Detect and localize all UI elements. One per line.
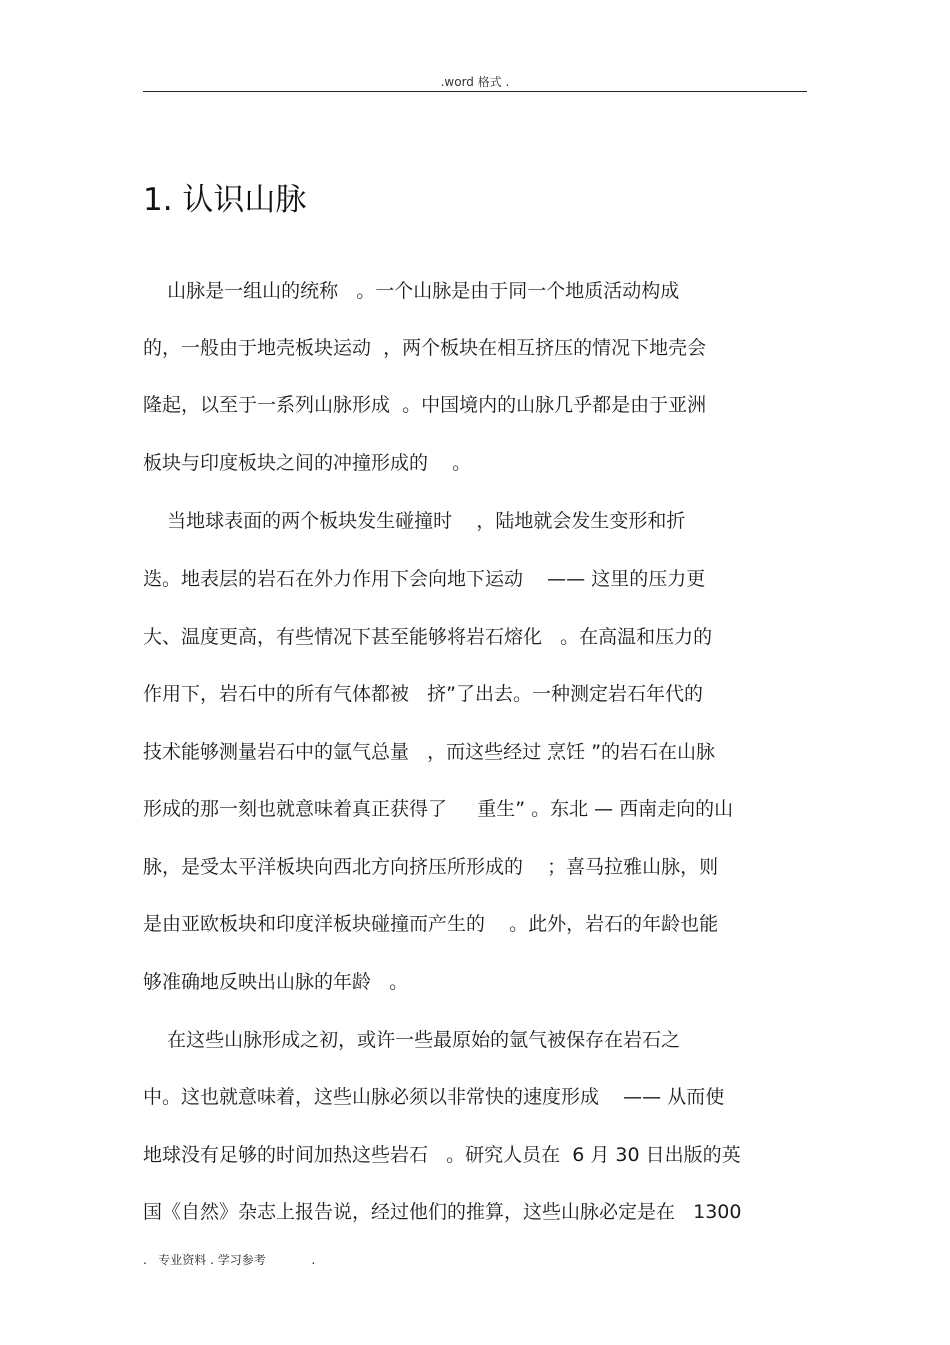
text-line: 大、温度更高，有些情况下甚至能够将岩石熔化 。在高温和压力的 (143, 626, 713, 648)
text-line: 作用下，岩石中的所有气体都被 挤”了出去。一种测定岩石年代的 (143, 683, 703, 705)
text-line: 中。这也就意味着，这些山脉必须以非常快的速度形成 —— 从而使 (143, 1086, 725, 1108)
text-line: 地球没有足够的时间加热这些岩石 。研究人员在 6 月 30 日出版的英 (143, 1144, 741, 1166)
text-line: 脉，是受太平洋板块向西北方向挤压所形成的 ；喜马拉雅山脉，则 (143, 856, 719, 878)
text-line: 板块与印度板块之间的冲撞形成的 。 (143, 452, 472, 474)
text-line: 迭。地表层的岩石在外力作用下会向地下运动 —— 这里的压力更 (143, 568, 706, 590)
document-title: 1. 认识山脉 (143, 182, 307, 218)
text-line: 形成的那一刻也就意味着真正获得了 重生” 。东北 — 西南走向的山 (143, 798, 734, 820)
page-footer-text: . 专业资料 . 学习参考 . (143, 1253, 316, 1267)
text-line: 当地球表面的两个板块发生碰撞时 ，陆地就会发生变形和折 (143, 510, 686, 532)
text-line: 隆起，以至于一系列山脉形成 。中国境内的山脉几乎都是由于亚洲 (143, 394, 707, 416)
text-line: 在这些山脉形成之初，或许一些最原始的氩气被保存在岩石之 (143, 1029, 681, 1051)
text-line: 技术能够测量岩石中的氩气总量 ，而这些经过 烹饪 ”的岩石在山脉 (143, 741, 716, 763)
text-line: 国《自然》杂志上报告说，经过他们的推算，这些山脉必定是在 1300 (143, 1201, 742, 1223)
text-line: 是由亚欧板块和印度洋板块碰撞而产生的 。此外，岩石的年龄也能 (143, 913, 719, 935)
text-line: 山脉是一组山的统称 。一个山脉是由于同一个地质活动构成 (143, 280, 680, 302)
header-divider (143, 91, 807, 92)
text-line: 够准确地反映出山脉的年龄 。 (143, 971, 409, 993)
text-line: 的，一般由于地壳板块运动 ，两个板块在相互挤压的情况下地壳会 (143, 337, 707, 359)
page-header-text: .word 格式 . (440, 75, 510, 89)
